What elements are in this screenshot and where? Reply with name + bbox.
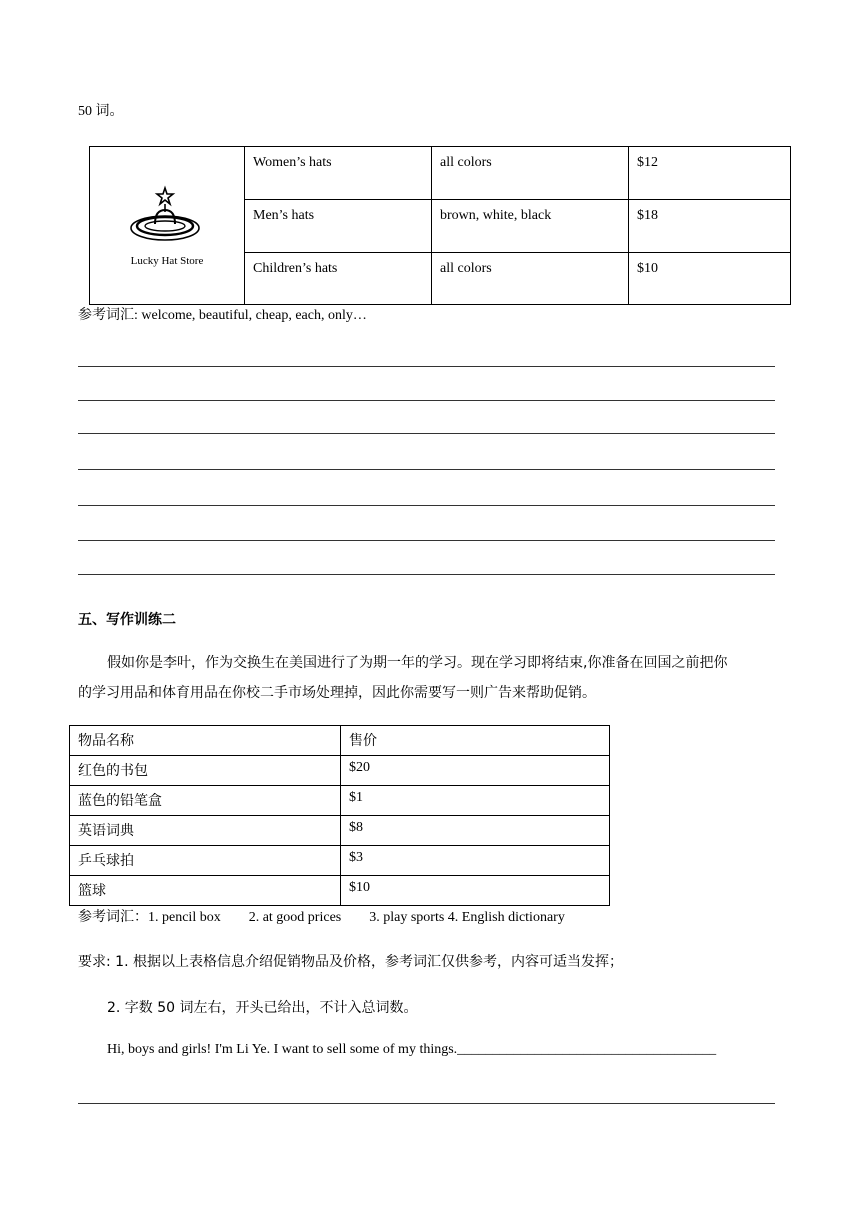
hat-price: $12 bbox=[629, 147, 791, 200]
opening-blank[interactable]: _____________________________________ bbox=[457, 1042, 717, 1057]
hat-colors: all colors bbox=[432, 253, 629, 305]
answer-line[interactable] bbox=[78, 505, 775, 506]
item-name: 乒乓球拍 bbox=[70, 846, 341, 876]
intro-line-1: 假如你是李叶，作为交换生在美国进行了为期一年的学习。现在学习即将结束,你准备在回国之前把你 bbox=[107, 655, 728, 671]
item-price: $8 bbox=[341, 816, 610, 846]
items-header-price: 售价 bbox=[341, 726, 610, 756]
answer-line[interactable] bbox=[78, 540, 775, 541]
answer-line[interactable] bbox=[78, 469, 775, 470]
item-name: 英语词典 bbox=[70, 816, 341, 846]
hat-price: $10 bbox=[629, 253, 791, 305]
item-name: 红色的书包 bbox=[70, 756, 341, 786]
answer-line[interactable] bbox=[78, 574, 775, 575]
items-table bbox=[69, 725, 610, 906]
item-name: 蓝色的铅笔盒 bbox=[70, 786, 341, 816]
hat-colors: all colors bbox=[432, 147, 629, 200]
requirement-1: 要求: 1. 根据以上表格信息介绍促销物品及价格，参考词汇仅供参考，内容可适当发挥； bbox=[78, 954, 623, 970]
answer-line[interactable] bbox=[78, 433, 775, 434]
item-price: $10 bbox=[341, 876, 610, 906]
hat-colors: brown, white, black bbox=[432, 200, 629, 253]
item-price: $20 bbox=[341, 756, 610, 786]
hat-store-table bbox=[89, 146, 791, 305]
hat-price: $18 bbox=[629, 200, 791, 253]
answer-line[interactable] bbox=[78, 366, 775, 367]
opening-text: Hi, boys and girls! I'm Li Ye. I want to sell some of my things. bbox=[107, 1042, 458, 1057]
items-header-name: 物品名称 bbox=[70, 726, 341, 756]
hat-item: Children’s hats bbox=[245, 253, 432, 305]
requirement-2: 2. 字数 50 词左右，开头已给出，不计入总词数。 bbox=[107, 1000, 418, 1016]
item-price: $3 bbox=[341, 846, 610, 876]
opening-sentence bbox=[107, 1041, 716, 1059]
hat-store-logo-icon bbox=[117, 184, 217, 264]
logo-text: Lucky Hat Store bbox=[130, 255, 204, 267]
vocab-hint-2: 参考词汇：1. pencil box 2. at good prices 3. play sports 4. English dictionary bbox=[78, 910, 565, 925]
hat-item: Men’s hats bbox=[245, 200, 432, 253]
vocab-hint-1: 参考词汇: welcome, beautiful, cheap, each, only… bbox=[78, 308, 367, 323]
section-title: 五、写作训练二 bbox=[78, 612, 176, 628]
answer-line[interactable] bbox=[78, 1103, 775, 1104]
intro-line-2: 的学习用品和体育用品在你校二手市场处理掉，因此你需要写一则广告来帮助促销。 bbox=[78, 685, 596, 701]
item-name: 篮球 bbox=[70, 876, 341, 906]
answer-line[interactable] bbox=[78, 400, 775, 401]
item-price: $1 bbox=[341, 786, 610, 816]
top-text: 50 词。 bbox=[78, 104, 124, 119]
hat-item: Women’s hats bbox=[245, 147, 432, 200]
store-logo-cell bbox=[90, 147, 245, 305]
